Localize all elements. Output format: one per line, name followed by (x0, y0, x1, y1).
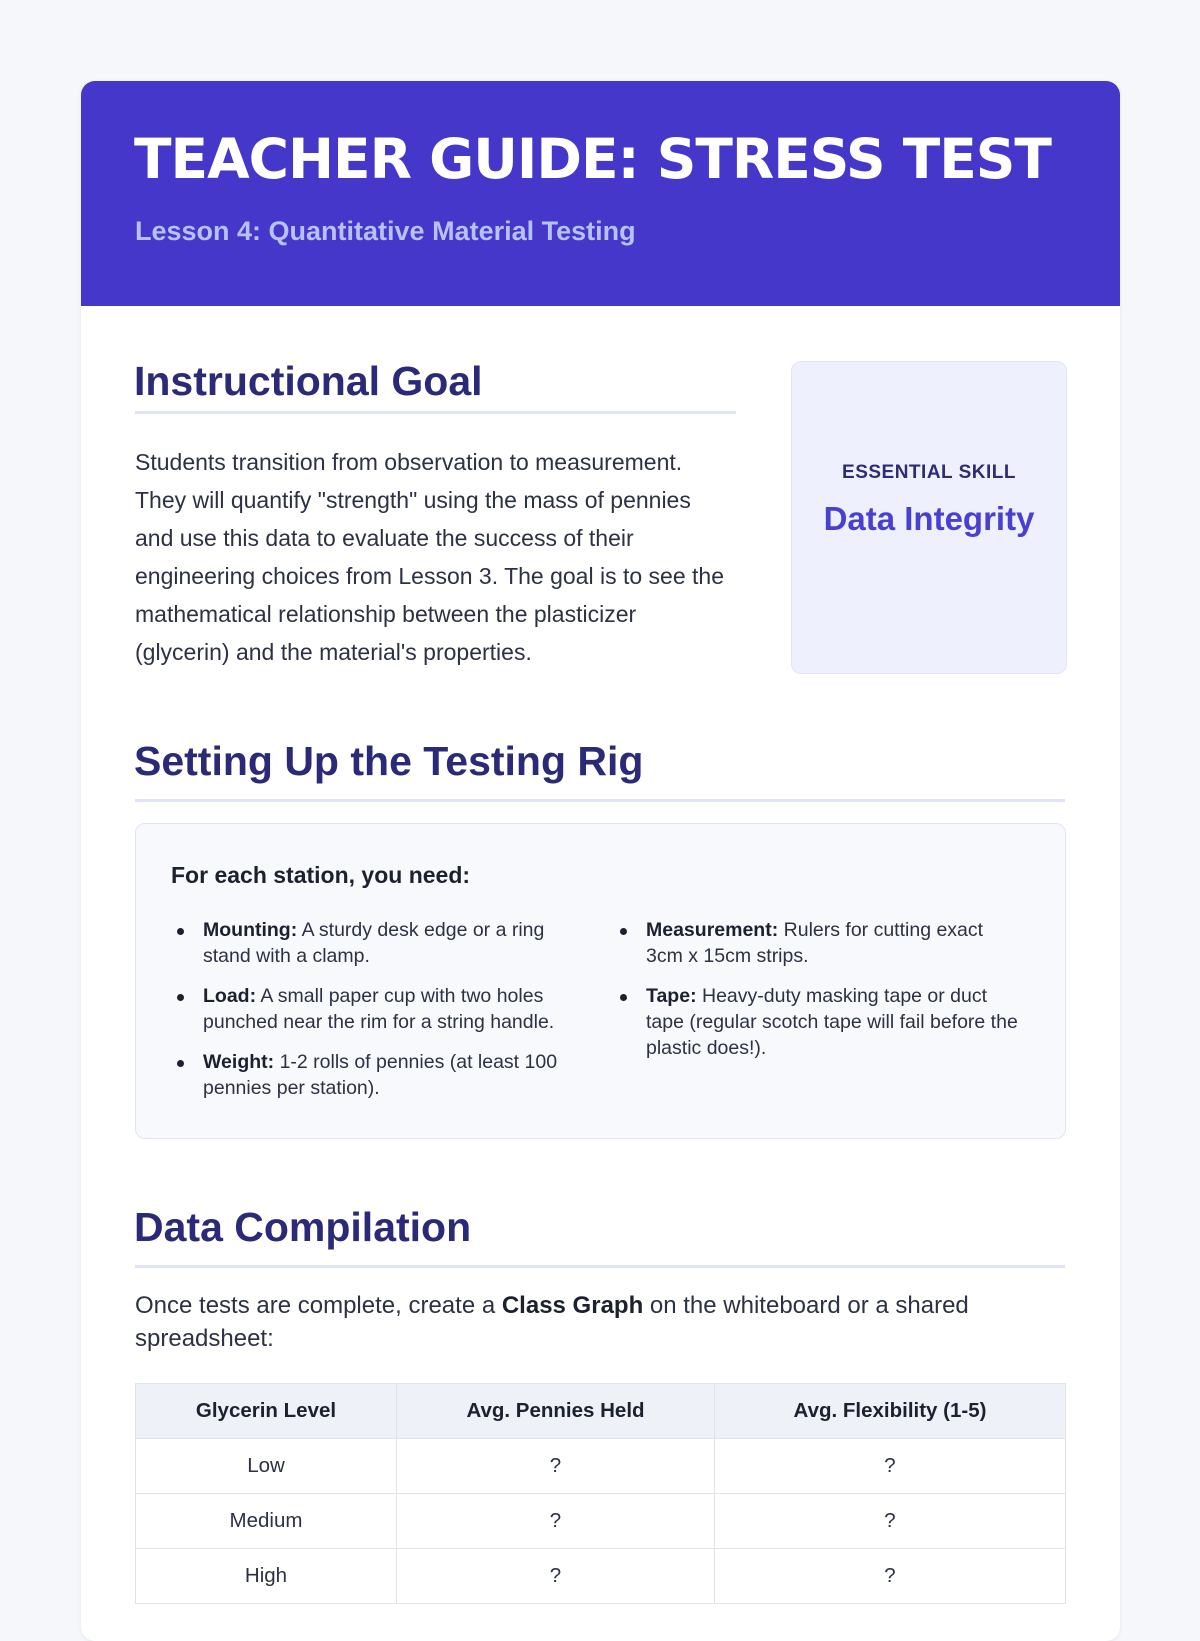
requirements-list-left (170, 917, 580, 1115)
guide-header (81, 81, 1120, 306)
rig-heading-rule (135, 799, 1065, 802)
table-row (136, 1494, 1066, 1549)
data-heading: Data Compilation (134, 1204, 472, 1250)
requirements-list-right (613, 917, 1023, 1075)
table-cell: ? (715, 1549, 1066, 1604)
data-intro-text-end: on the whiteboard or a shared spreadsheet: (135, 1292, 969, 1352)
requirement-item (170, 983, 580, 1035)
requirement-text: A sturdy desk edge or a ring stand with a clamp. (203, 919, 545, 967)
page-title: TEACHER GUIDE: STRESS TEST (134, 127, 1051, 191)
data-intro (135, 1289, 1065, 1355)
requirement-text: 1-2 rolls of pennies (at least 100 pennies per station). (203, 1051, 558, 1099)
guide-card (81, 81, 1120, 1641)
table-cell: ? (397, 1494, 715, 1549)
table-row (136, 1439, 1066, 1494)
class-graph-table (135, 1383, 1066, 1604)
column-header: Avg. Pennies Held (397, 1384, 715, 1439)
table-cell: ? (397, 1439, 715, 1494)
table-row (136, 1549, 1066, 1604)
skill-value: Data Integrity (823, 500, 1035, 537)
rig-heading: Setting Up the Testing Rig (134, 738, 644, 784)
table-cell: High (136, 1549, 397, 1604)
table-cell: Low (136, 1439, 397, 1494)
class-graph-term: Class Graph (501, 1292, 644, 1319)
requirement-item (613, 983, 1023, 1061)
data-intro-text: Once tests are complete, create a (135, 1292, 502, 1319)
requirement-term: Tape: (646, 985, 697, 1007)
station-requirements-box (135, 823, 1066, 1139)
requirement-term: Weight: (203, 1051, 275, 1073)
goal-text: Students transition from observation to measurement. They will quantify "strength" using the mass of pennies and use this data to evaluate the success of their engineering choices from Lesson 3. The goal is to see the mathematical relationship between the plasticizer (glycerin) and the material's properties. (135, 449, 724, 665)
data-heading-rule (135, 1265, 1065, 1268)
requirement-item (613, 917, 1023, 969)
goal-heading: Instructional Goal (134, 358, 483, 404)
column-header: Glycerin Level (136, 1384, 397, 1439)
requirement-text: Rulers for cutting exact 3cm x 15cm strips. (646, 919, 984, 967)
skill-label: ESSENTIAL SKILL (842, 462, 1016, 483)
table-cell: ? (397, 1549, 715, 1604)
column-header: Avg. Flexibility (1-5) (715, 1384, 1066, 1439)
requirement-item (170, 1049, 580, 1101)
table-cell: Medium (136, 1494, 397, 1549)
requirement-term: Measurement: (646, 919, 779, 941)
requirement-text: Heavy-duty masking tape or duct tape (regular scotch tape will fail before the plastic does!). (646, 985, 1018, 1059)
table-cell: ? (715, 1439, 1066, 1494)
table-cell: ? (715, 1494, 1066, 1549)
essential-skill-box (791, 361, 1067, 674)
station-requirements-heading: For each station, you need: (171, 862, 471, 888)
table-header-row (136, 1384, 1066, 1439)
requirement-item (170, 917, 580, 969)
requirement-term: Mounting: (203, 919, 298, 941)
requirement-text: A small paper cup with two holes punched near the rim for a string handle. (203, 985, 555, 1033)
goal-heading-rule (135, 411, 736, 414)
lesson-subtitle: Lesson 4: Quantitative Material Testing (135, 216, 636, 246)
requirement-term: Load: (203, 985, 257, 1007)
